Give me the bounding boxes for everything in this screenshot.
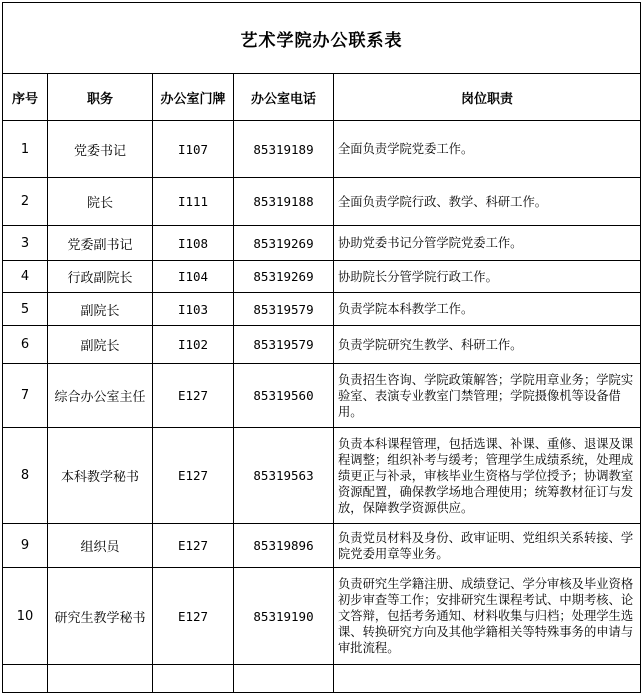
no-cell: 7 — [3, 364, 48, 428]
room-cell: I102 — [153, 326, 234, 364]
duty-cell: 负责学院本科教学工作。 — [334, 293, 641, 326]
phone-cell: 85319190 — [234, 568, 334, 665]
phone-cell: 85319560 — [234, 364, 334, 428]
duty-cell: 协助党委书记分管学院党委工作。 — [334, 226, 641, 261]
position-cell: 副院长 — [48, 326, 153, 364]
room-cell: E127 — [153, 428, 234, 524]
no-cell: 2 — [3, 178, 48, 226]
no-cell-empty — [3, 665, 48, 693]
table-row — [3, 293, 641, 326]
room-cell: I107 — [153, 121, 234, 178]
column-header-no: 序号 — [3, 74, 48, 121]
header-row — [3, 74, 641, 121]
phone-cell: 85319269 — [234, 226, 334, 261]
table-row — [3, 524, 641, 568]
room-cell: I104 — [153, 261, 234, 293]
room-cell: E127 — [153, 568, 234, 665]
no-cell: 8 — [3, 428, 48, 524]
table-body — [3, 121, 641, 693]
room-cell: E127 — [153, 364, 234, 428]
duty-cell-empty — [334, 665, 641, 693]
room-cell: I103 — [153, 293, 234, 326]
room-cell: I111 — [153, 178, 234, 226]
phone-cell-empty — [234, 665, 334, 693]
column-header-room: 办公室门牌 — [153, 74, 234, 121]
duty-cell: 负责学院研究生教学、科研工作。 — [334, 326, 641, 364]
no-cell: 3 — [3, 226, 48, 261]
no-cell: 10 — [3, 568, 48, 665]
position-cell: 副院长 — [48, 293, 153, 326]
position-cell-empty — [48, 665, 153, 693]
position-cell: 党委书记 — [48, 121, 153, 178]
table-row — [3, 428, 641, 524]
title-row — [3, 3, 641, 74]
column-header-position: 职务 — [48, 74, 153, 121]
table-row — [3, 364, 641, 428]
duty-cell: 负责招生咨询、学院政策解答；学院用章业务；学院实验室、表演专业教室门禁管理；学院摄像机等设备借用。 — [334, 364, 641, 428]
phone-cell: 85319189 — [234, 121, 334, 178]
no-cell: 4 — [3, 261, 48, 293]
table-row — [3, 261, 641, 293]
duty-cell: 负责本科课程管理，包括选课、补课、重修、退课及课程调整；组织补考与缓考；管理学生成绩系统，处理成绩更正与补录，审核毕业生资格与学位授予；协调教室资源配置，确保教学场地合理使用；统筹教材征订与发放，保障教学资源供应。 — [334, 428, 641, 524]
duty-cell: 协助院长分管学院行政工作。 — [334, 261, 641, 293]
table-row — [3, 226, 641, 261]
phone-cell: 85319896 — [234, 524, 334, 568]
no-cell: 9 — [3, 524, 48, 568]
contact-table — [2, 2, 641, 693]
partial-table-row — [3, 665, 641, 693]
phone-cell: 85319579 — [234, 293, 334, 326]
position-cell: 行政副院长 — [48, 261, 153, 293]
document-page — [0, 2, 644, 693]
duty-cell: 全面负责学院党委工作。 — [334, 121, 641, 178]
phone-cell: 85319563 — [234, 428, 334, 524]
table-row — [3, 326, 641, 364]
phone-cell: 85319579 — [234, 326, 334, 364]
position-cell: 综合办公室主任 — [48, 364, 153, 428]
column-header-phone: 办公室电话 — [234, 74, 334, 121]
no-cell: 5 — [3, 293, 48, 326]
duty-cell: 负责研究生学籍注册、成绩登记、学分审核及毕业资格初步审查等工作；安排研究生课程考试、中期考核、论文答辩，包括考务通知、材料收集与归档；处理学生选课、转换研究方向及其他学籍相关等特殊事务的申请与审批流程。 — [334, 568, 641, 665]
position-cell: 院长 — [48, 178, 153, 226]
table-title: 艺术学院办公联系表 — [3, 3, 641, 74]
no-cell: 6 — [3, 326, 48, 364]
room-cell: I108 — [153, 226, 234, 261]
no-cell: 1 — [3, 121, 48, 178]
table-row — [3, 121, 641, 178]
table-row — [3, 568, 641, 665]
position-cell: 组织员 — [48, 524, 153, 568]
column-header-duty: 岗位职责 — [334, 74, 641, 121]
table-row — [3, 178, 641, 226]
room-cell-empty — [153, 665, 234, 693]
duty-cell: 负责党员材料及身份、政审证明、党组织关系转接、学院党委用章等业务。 — [334, 524, 641, 568]
duty-cell: 全面负责学院行政、教学、科研工作。 — [334, 178, 641, 226]
position-cell: 研究生教学秘书 — [48, 568, 153, 665]
position-cell: 党委副书记 — [48, 226, 153, 261]
position-cell: 本科教学秘书 — [48, 428, 153, 524]
phone-cell: 85319269 — [234, 261, 334, 293]
phone-cell: 85319188 — [234, 178, 334, 226]
room-cell: E127 — [153, 524, 234, 568]
